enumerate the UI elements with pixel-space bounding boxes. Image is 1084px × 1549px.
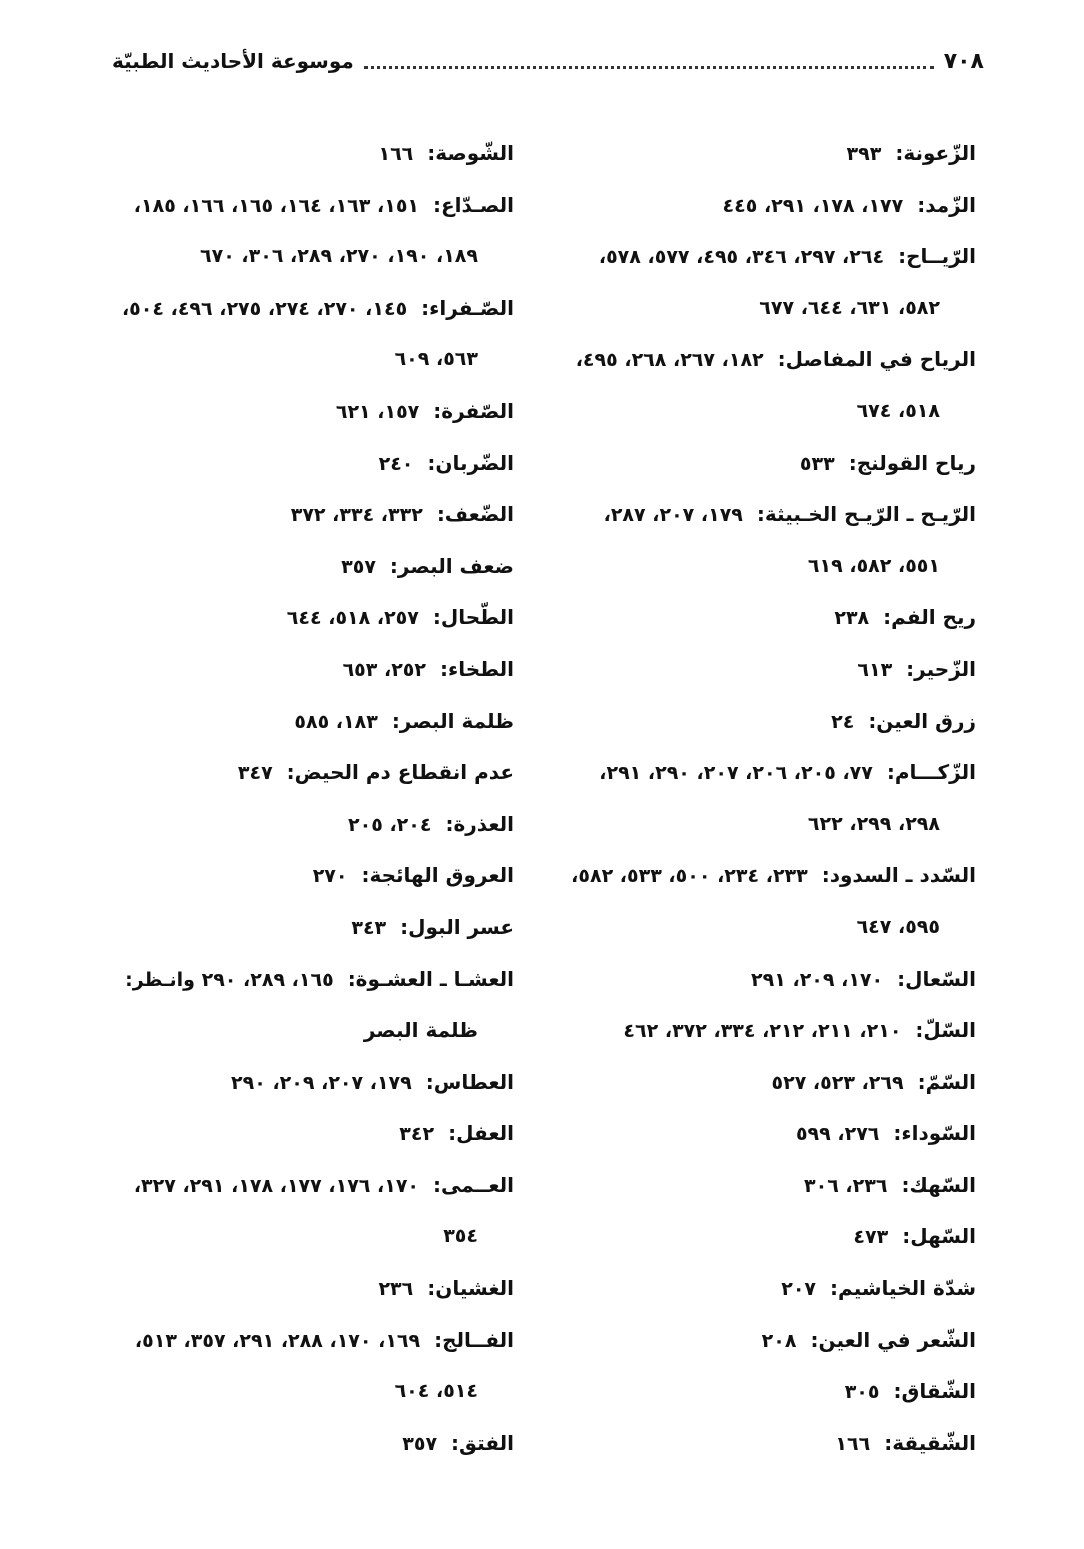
entry-pages: ١٧٧، ١٧٨، ٢٩١، ٤٤٥ (722, 194, 904, 217)
index-entry-continuation: ٥٦٣، ٦٠٩ (394, 348, 478, 371)
entry-term: الطخاء: (440, 656, 514, 681)
index-entry (104, 592, 514, 644)
index-entry (104, 1315, 514, 1367)
entry-pages: ٢٠٧ (781, 1278, 817, 1301)
entry-pages: ٢٦٤، ٢٩٧، ٣٤٦، ٤٩٥، ٥٧٧، ٥٧٨، (598, 246, 885, 269)
entry-term: العروق الهائجة: (361, 863, 514, 888)
entry-term: الزّحير: (906, 656, 976, 681)
entry-pages: ٢٣٣، ٢٣٤، ٥٠٠، ٥٣٣، ٥٨٢، (571, 865, 808, 888)
entry-pages: ١٦٩، ١٧٠، ٢٨٨، ٢٩١، ٣٥٧، ٥١٣، (134, 1329, 421, 1352)
entry-pages: ٢٤٠ (378, 452, 414, 475)
entry-pages: ٢٤ (831, 710, 855, 733)
entry-term: الغشيان: (427, 1276, 514, 1301)
entry-pages: ١٥١، ١٦٣، ١٦٤، ١٦٥، ١٦٦، ١٨٥، (133, 194, 420, 217)
index-entry (556, 592, 976, 644)
entry-term: السّلّ: (915, 1018, 976, 1043)
entry-pages: ٢٧٠ (312, 865, 348, 888)
index-entry (104, 283, 514, 335)
entry-term: شدّة الخياشيم: (830, 1276, 976, 1301)
entry-pages: ١٧٠، ٢٠٩، ٢٩١ (751, 968, 884, 991)
entry-term: الرّيـح ـ الرّيـح الخـبيثة: (756, 502, 976, 527)
entry-term: ظلمة البصر: (391, 708, 514, 733)
index-column-right (556, 128, 976, 1469)
index-entry (556, 489, 976, 541)
entry-term: الرّيــاح: (898, 244, 976, 269)
index-entry (556, 1160, 976, 1212)
entry-pages: ٣٩٣ (846, 143, 882, 165)
index-entry (104, 1108, 514, 1160)
entry-term: الشّعر في العين: (810, 1327, 976, 1352)
index-entry (556, 644, 976, 696)
entry-pages: ٣٤٧ (237, 762, 273, 785)
index-entry (104, 1263, 514, 1315)
index-entry (556, 128, 976, 180)
entry-pages: ٣٤٣ (351, 916, 387, 939)
index-entry (104, 747, 514, 799)
entry-term: الرياح في المفاصل: (777, 347, 976, 372)
book-title: موسوعة الأحاديث الطبيّة (112, 49, 354, 73)
entry-term: الزّمد: (917, 192, 976, 217)
entry-term: الضّعف: (436, 502, 514, 527)
index-entry (104, 850, 514, 902)
index-entry (104, 902, 514, 954)
entry-term: السّدد ـ السدود: (821, 863, 976, 888)
entry-pages: ١٨٣، ٥٨٥ (294, 710, 378, 733)
leader-dots (364, 66, 934, 69)
entry-term: الطّحال: (432, 605, 514, 630)
entry-pages: ٣٠٥ (844, 1381, 880, 1404)
entry-term: رياح القولنج: (848, 450, 976, 475)
index-entry (556, 954, 976, 1006)
entry-pages: ١٦٦ (835, 1432, 871, 1455)
index-entry (556, 1315, 976, 1367)
index-entry (556, 1005, 976, 1057)
index-entry (556, 1108, 976, 1160)
entry-pages: ٢٧٦، ٥٩٩ (795, 1123, 880, 1146)
index-entry (104, 644, 514, 696)
entry-term: الشّوصة: (427, 141, 514, 165)
index-entry-continuation: ظلمة البصر (363, 1018, 478, 1043)
index-entry (104, 1057, 514, 1109)
entry-term: العشـا ـ العشـوة: (347, 966, 514, 991)
entry-pages: ٣٣٢، ٣٣٤، ٣٧٢ (290, 504, 423, 527)
index-entry (104, 541, 514, 593)
index-entry (104, 489, 514, 541)
entry-term: العــمى: (433, 1172, 514, 1197)
entry-term: الشّقيقة: (884, 1430, 976, 1455)
entry-pages: ٤٧٣ (853, 1226, 889, 1249)
index-entry-continuation: ٥١٤، ٦٠٤ (394, 1380, 478, 1403)
entry-term: الزّعونة: (895, 141, 976, 165)
running-header (112, 40, 984, 82)
entry-pages: ١٧٩، ٢٠٧، ٢٨٧، (603, 504, 743, 527)
index-entry (556, 1366, 976, 1418)
entry-pages: ٢٣٦، ٣٠٦ (804, 1174, 888, 1197)
index-entry-continuation: ٥٨٢، ٦٣١، ٦٤٤، ٦٧٧ (759, 296, 940, 319)
entry-pages: ٣٥٧ (402, 1432, 438, 1455)
index-entry (556, 1263, 976, 1315)
entry-term: السّمّ: (917, 1069, 976, 1094)
entry-pages: ٢٠٤، ٢٠٥ (348, 813, 432, 836)
entry-pages: ٢٠٨ (761, 1329, 797, 1352)
index-entry (104, 180, 514, 232)
page-number: ٧٠٨ (943, 48, 984, 74)
entry-term: الصـدّاع: (433, 192, 514, 217)
entry-term: ضعف البصر: (389, 553, 514, 578)
index-entry-continuation: ٥١٨، ٦٧٤ (856, 399, 940, 422)
index-entry (556, 1057, 976, 1109)
index-entry (556, 180, 976, 232)
index-entry (556, 850, 976, 902)
index-entry (556, 438, 976, 490)
entry-term: الفتق: (451, 1430, 514, 1455)
entry-term: الفــالج: (434, 1327, 514, 1352)
index-entry (556, 747, 976, 799)
index-column-left (104, 128, 514, 1469)
entry-term: الزّكـــام: (886, 760, 976, 785)
entry-term: ريح الفم: (883, 605, 976, 630)
entry-pages: ٣٥٧ (341, 555, 376, 578)
index-entry-continuation: ٣٥٤ (443, 1225, 478, 1248)
entry-term: الضّربان: (427, 450, 514, 475)
entry-pages: ٢٣٦ (378, 1278, 414, 1301)
index-entry (104, 438, 514, 490)
entry-pages: ١٨٢، ٢٦٧، ٢٦٨، ٤٩٥، (575, 349, 764, 372)
entry-pages: ٦١٣ (857, 658, 893, 681)
index-entry (104, 128, 514, 180)
index-entry (556, 231, 976, 283)
entry-pages: ١٦٥، ٢٨٩، ٢٩٠ وانـظر: (125, 968, 334, 991)
index-entry (556, 1418, 976, 1470)
entry-term: الصّـفراء: (421, 295, 514, 320)
entry-term: العفل: (448, 1121, 514, 1146)
entry-pages: ٧٧، ٢٠٥، ٢٠٦، ٢٠٧، ٢٩٠، ٢٩١، (599, 762, 873, 785)
entry-pages: ٢١٠، ٢١١، ٢١٢، ٣٣٤، ٣٧٢، ٤٦٢ (623, 1020, 902, 1043)
entry-term: زرق العين: (868, 708, 976, 733)
entry-pages: ٢٥٢، ٦٥٣ (342, 658, 426, 681)
entry-term: السّهل: (902, 1224, 976, 1249)
index-entry-continuation: ٥٩٥، ٦٤٧ (856, 915, 940, 938)
entry-term: الشّقاق: (893, 1379, 976, 1404)
entry-pages: ١٦٦ (378, 143, 414, 165)
index-entry (104, 1418, 514, 1470)
index-entry (104, 386, 514, 438)
entry-term: السّعال: (897, 966, 976, 991)
entry-pages: ٥٣٣ (799, 452, 835, 475)
index-entry (556, 334, 976, 386)
index-entry (104, 799, 514, 851)
index-entry-continuation: ٥٥١، ٥٨٢، ٦١٩ (807, 554, 940, 577)
entry-pages: ٢٣٨ (834, 607, 870, 630)
entry-pages: ٢٥٧، ٥١٨، ٦٤٤ (286, 607, 419, 630)
entry-pages: ٢٦٩، ٥٢٣، ٥٢٧ (771, 1071, 904, 1094)
entry-pages: ٣٤٢ (399, 1123, 435, 1146)
index-entry-continuation: ١٨٩، ١٩٠، ٢٧٠، ٢٨٩، ٣٠٦، ٦٧٠ (200, 245, 478, 268)
index-entry (104, 696, 514, 748)
entry-term: السّهك: (901, 1172, 976, 1197)
entry-pages: ١٤٥، ٢٧٠، ٢٧٤، ٢٧٥، ٤٩٦، ٥٠٤، (121, 297, 408, 320)
entry-term: عسر البول: (400, 914, 514, 939)
index-entry (104, 954, 514, 1006)
index-entry (556, 1211, 976, 1263)
entry-pages: ١٧٩، ٢٠٧، ٢٠٩، ٢٩٠ (231, 1071, 412, 1094)
index-entry-continuation: ٢٩٨، ٢٩٩، ٦٢٢ (807, 812, 940, 835)
entry-term: عدم انقطاع دم الحيض: (286, 760, 514, 785)
index-entry (556, 696, 976, 748)
entry-pages: ١٧٠، ١٧٦، ١٧٧، ١٧٨، ٢٩١، ٣٢٧، (133, 1174, 420, 1197)
entry-term: السّوداء: (893, 1121, 976, 1146)
entry-term: الصّفرة: (433, 398, 514, 423)
entry-term: العذرة: (445, 811, 514, 836)
entry-term: العطاس: (425, 1069, 514, 1094)
index-entry (104, 1160, 514, 1212)
entry-pages: ١٥٧، ٦٢١ (335, 400, 420, 423)
